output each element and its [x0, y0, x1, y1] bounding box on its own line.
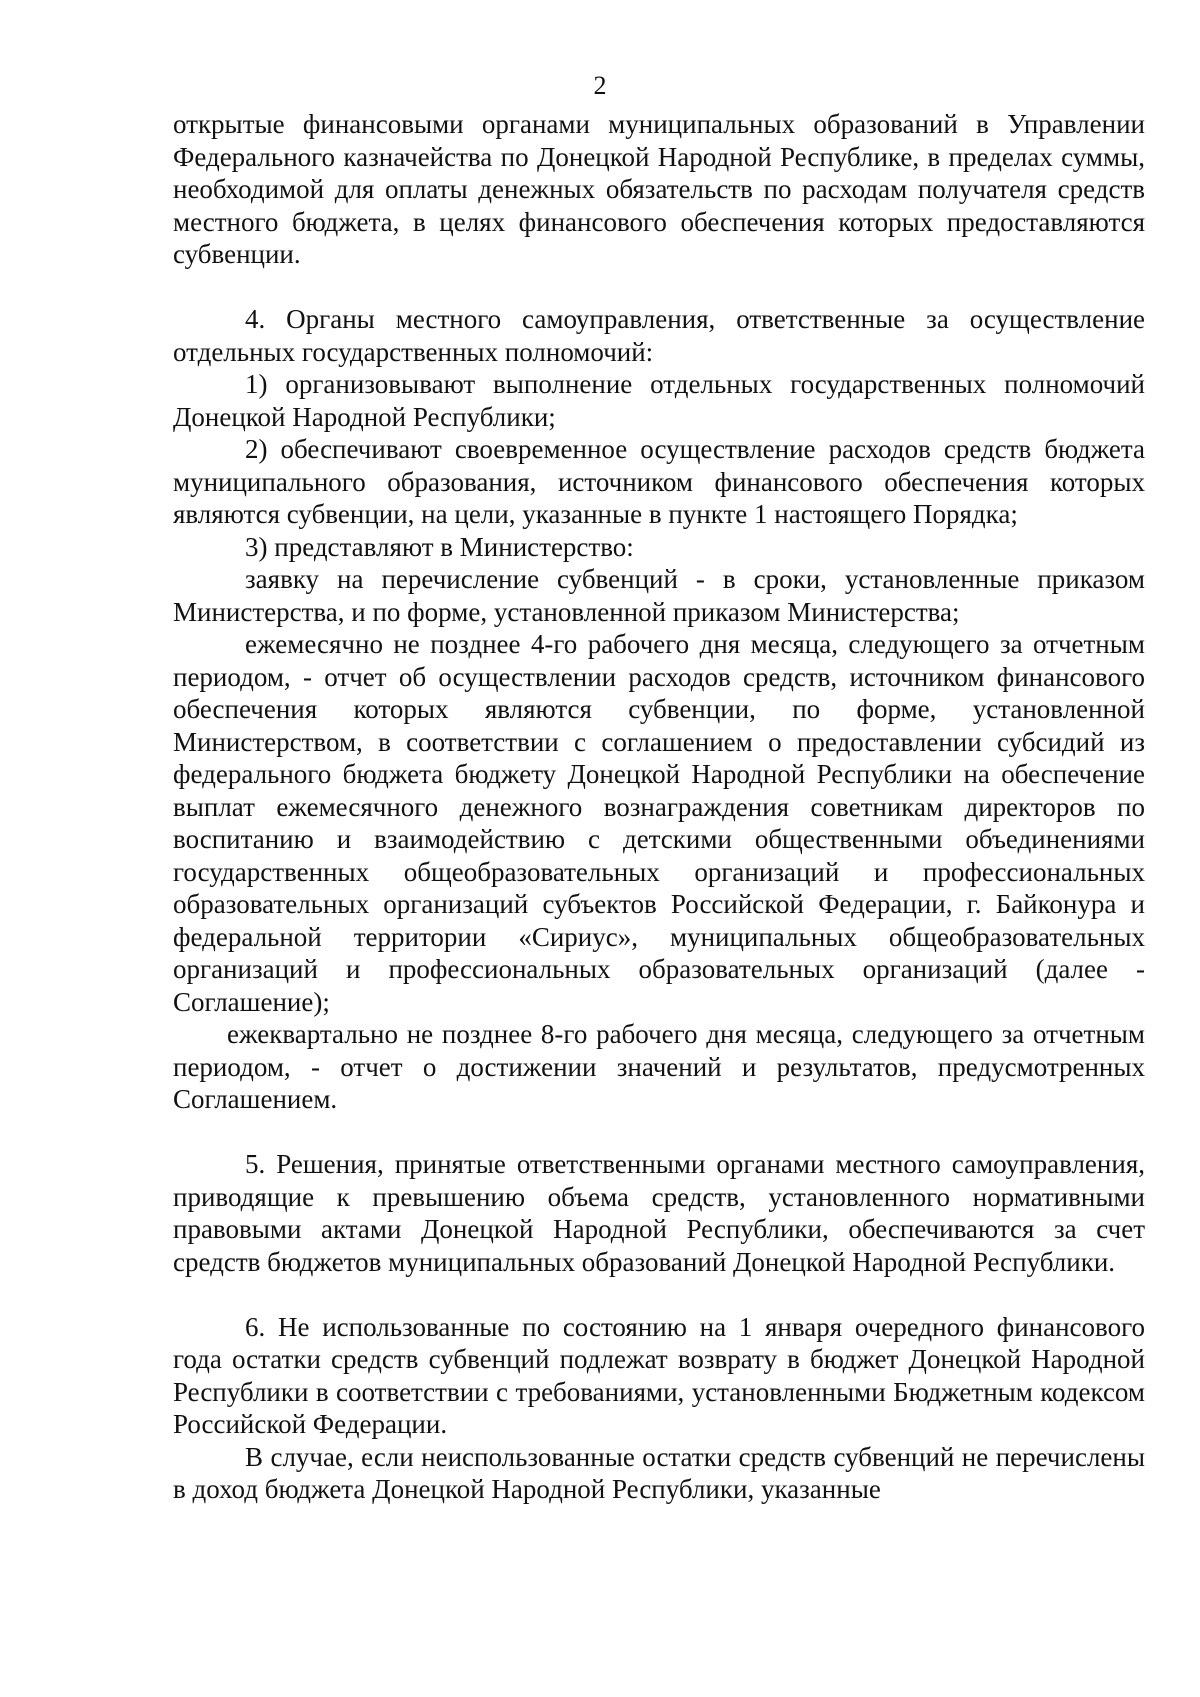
paragraph-unused-balance: В случае, если неиспользованные остатки средств субвенций не перечислены в доход бюджета Донецкой Народной Республики, указанные	[173, 1441, 1145, 1504]
paragraph-item-4-2: 2) обеспечивают своевременное осуществление расходов средств бюджета муниципального образования, источником финансового обеспечения которых являются субвенции, на цели, указанные в пункте 1 настоящего Порядка;	[173, 434, 1145, 529]
paragraph-monthly-report: ежемесячно не позднее 4-го рабочего дня месяца, следующего за отчетным периодом, - отчет об осуществлении расходов средств, источником финансового обеспечения которых являются субвенции, по форме, установленной Министерством, в соответствии с соглашением о предоставлении субсидий из федерального бюджета бюджету Донецкой Народной Республики на обеспечение выплат ежемесячного денежного вознаграждения советникам директоров по воспитанию и взаимодействию с детскими общественными объединениями государственных общеобразовательных организаций и профессиональных образовательных организаций субъектов Российской Федерации, г. Байконура и федеральной территории «Сириус», муниципальных общеобразовательных организаций и профессиональных образовательных организаций (далее - Соглашение);	[173, 629, 1145, 1017]
paragraph-application: заявку на перечисление субвенций - в сроки, установленные приказом Министерства, и по форме, установленной приказом Министерства;	[173, 564, 1145, 627]
paragraph-item-5: 5. Решения, принятые ответственными органами местного самоуправления, приводящие к превышению объема средств, установленного нормативными правовыми актами Донецкой Народной Республики, обеспечиваются за счет средств бюджетов муниципальных образований Донецкой Народной Республики.	[173, 1149, 1145, 1277]
document-body	[173, 108, 1145, 1506]
paragraph-continuation: открытые финансовыми органами муниципальных образований в Управлении Федерального казначейства по Донецкой Народной Республике, в пределах суммы, необходимой для оплаты денежных обязательств по расходам получателя средств местного бюджета, в целях финансового обеспечения которых предоставляются субвенции.	[173, 109, 1145, 269]
paragraph-item-4-1: 1) организовывают выполнение отдельных государственных полномочий Донецкой Народной Республики;	[173, 369, 1145, 432]
page-number: 2	[593, 71, 607, 100]
paragraph-quarterly-report: ежеквартально не позднее 8-го рабочего дня месяца, следующего за отчетным периодом, - отчет о достижении значений и результатов, предусмотренных Соглашением.	[173, 1019, 1145, 1114]
paragraph-item-4-3: 3) представляют в Министерство:	[245, 531, 634, 562]
paragraph-item-6: 6. Не использованные по состоянию на 1 января очередного финансового года остатки средств субвенций подлежат возврату в бюджет Донецкой Народной Республики в соответствии с требованиями, установленными Бюджетным кодексом Российской Федерации.	[173, 1311, 1145, 1439]
paragraph-item-4: 4. Органы местного самоуправления, ответственные за осуществление отдельных государственных полномочий:	[173, 304, 1145, 367]
